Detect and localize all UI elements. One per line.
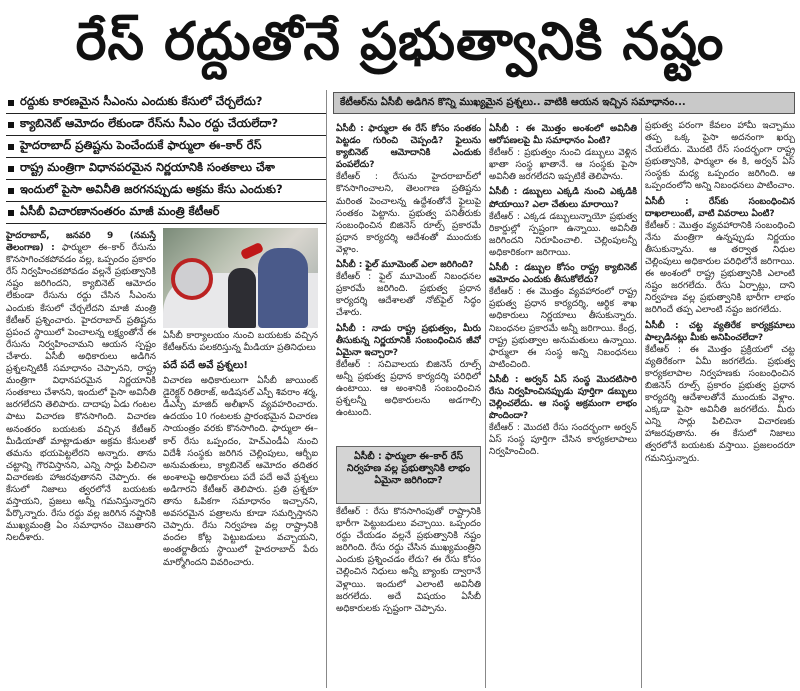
qa-question: ఏసీబీ : ఫైల్ మూమెంట్ ఎలా జరిగింది?	[336, 260, 474, 271]
qa-question: ఏసీబీ : డబ్బులు ఎక్కడి నుంచి ఎక్కడికి పోయాయి? ఎలా చేతులు మారాయి?	[489, 187, 637, 210]
qa-column-1	[336, 120, 481, 444]
car-emblem	[171, 258, 213, 300]
section-subhead: పదే పదే అవే ప్రశ్నలు!	[163, 360, 248, 371]
qa-question: ఏసీబీ : రేస్‌కు సంబంధించిన దాఖలాలుంటే, వాటి వివరాలు ఏంటి?	[645, 196, 795, 219]
bullet-icon	[8, 166, 14, 172]
bullet-item: ఇందులో పైసా అవినీతి జరగనప్పుడు అక్రమ కేసు ఎందుకు?	[6, 180, 326, 202]
bullet-icon	[8, 122, 14, 128]
bullet-icon	[8, 210, 14, 216]
headline: రేస్ రద్దుతోనే ప్రభుత్వానికి నష్టం	[75, 12, 725, 72]
highlight-box-answer: కేటీఆర్ : రేసు కొనసాగింపుతో రాష్ట్రానికి భారీగా పెట్టుబడులు వచ్చాయి. ఒప్పందం రద్దు చేయడం వల్లనే ప్రభుత్వానికి నష్టం జరిగింది. రేసు రద్దు చేసిన ముఖ్యమంత్రిని ఎందుకు ప్రశ్నించడం లేదు? ఈ రేసు కోసం చెల్లించిన నిధులు అన్నీ బ్యాంకు ద్వారానే వెళ్లాయి. ఇందులో ఎలాంటి అవినీతి జరగలేదు. అదే విషయం ఏసీబీ అధికారులకు స్పష్టంగా చెప్పాను.	[336, 507, 481, 614]
qa-answer: కేటీఆర్ : ఈ మొత్తం వ్యవహారంలో రాష్ట్ర ప్రభుత్వ ప్రధాన కార్యదర్శి, ఆర్థిక శాఖ అధికారులు నిర్ణయాలు తీసుకున్నారు. నిబంధనల ప్రకారమే అన్నీ జరిగాయి. కేంద్ర, రాష్ట్ర ప్రభుత్వాల అనుమతులు ఉన్నాయి. ఫార్ములా ఈ సంస్థ అన్ని నిబంధనలు పాటించింది.	[489, 287, 637, 370]
qa-answer: కేటీఆర్ : మొదటి రేసు సందర్భంగా అర్వన్ ఏస్ సంస్థ పూర్తిగా చేసిన కార్యకలాపాలు నిర్వహించింది.	[489, 423, 637, 458]
bullet-icon	[8, 144, 14, 150]
bullet-item: హైదరాబాద్ ప్రతిష్టను పెంచేందుకే ఫార్ములా ఈ–కార్ రేస్	[6, 136, 326, 158]
qa-answer: కేటీఆర్ : ప్రభుత్వం నుంచి డబ్బులు వెళ్లిన ఖాతా సంస్థ ఖాతానే. ఆ సంస్థకు పైసా అవినీతి జరగలేదని ఇప్పటికే తెలిపాను.	[489, 148, 637, 183]
left-article-column	[6, 230, 156, 685]
bullet-icon	[8, 188, 14, 194]
news-photo	[163, 228, 318, 328]
qa-question: ఏసీబీ : డబ్బుల కోసం రాష్ట్ర క్యాబినెట్ ఆమోదం ఎందుకు తీసుకోలేదు?	[489, 263, 637, 286]
highlight-box: ఏసీబీ : ఫార్ములా ఈ–కార్ రేస్ నిర్వహణ వల్ల ప్రభుత్వానికి లాభం ఏమైనా జరిగిందా?	[336, 446, 481, 504]
person-figure	[228, 268, 256, 328]
bullet-item: రాష్ట్ర మంత్రిగా విధానపరమైన నిర్ణయానికి సంతకాలు చేశా	[6, 158, 326, 180]
qa-column-2	[489, 120, 637, 686]
qa-question: ఏసీబీ : ఫార్ములా ఈ రేస్ కోసం సంతకం పెట్టడం గురించి చెప్పండి? ఫైలును క్యాబినెట్ ఆమోదానికి ఎందుకు పంపలేదు?	[336, 124, 481, 171]
article-body: ఫార్ములా ఈ–కార్ రేసును కొనసాగించకపోవడం వల్ల, ఒప్పందం ప్రకారం రేస్ నిర్వహించకపోవడం వల్లనే ప్రభుత్వానికి నష్టం జరిగిందని, క్యాబినెట్ ఆమోదం లేకుండా రేసును రద్దు చేసిన సీఎంను ఎందుకు కేసులో చేర్చలేదని మాజీ మంత్రి కేటీఆర్ ప్రశ్నించారు. హైదరాబాద్ ప్రతిష్టను ప్రపంచ స్థాయిలో పెంచాలన్న లక్ష్యంతోనే ఈ రేసును నిర్వహించామని ఆయన స్పష్టం చేశారు. ఏసీబీ అధికారులు అడిగిన ప్రశ్నలన్నిటికీ సమాధానం చెప్పానని, రాష్ట్ర మంత్రిగా విధానపరమైన నిర్ణయానికి సంతకాలు చేశానని, ఇందులో పైసా అవినీతి జరగలేదని తెలిపారు. దాదాపు ఏడు గంటల పాటు విచారణ కొనసాగింది. విచారణ అనంతరం బయటకు వచ్చిన కేటీఆర్ మీడియాతో మాట్లాడుతూ అక్రమ కేసులతో తమను భయపెట్టలేరని అన్నారు. తాను చట్టాన్ని గౌరవిస్తానని, ఎన్ని సార్లు పిలిచినా విచారణకు హాజరవుతానని చెప్పారు. ఈ కేసులో నిజాలు త్వరలోనే బయటకు వస్తాయని, ప్రజలు అన్నీ గమనిస్తున్నారని పేర్కొన్నారు. రేసు రద్దు వల్ల జరిగిన నష్టానికి ముఖ్యమంత్రి ఏం సమాధానం చెబుతారని నిలదీశారు.	[6, 243, 156, 544]
qa-answer: కేటీఆర్ : ఫైల్ మూమెంట్ నిబంధనల ప్రకారమే జరిగింది. ప్రభుత్వ ప్రధాన కార్యదర్శి ఆదేశాలతో నోట్‌ఫైల్ సిద్ధం చేశారు.	[336, 272, 481, 319]
qa-question: ఏసీబీ : ఈ మొత్తం అంశంలో అవినీతి ఆరోపణలపై మీ సమాధానం ఏంటి?	[489, 124, 637, 147]
qa-question: ఏసీబీ : నాడు రాష్ట్ర ప్రభుత్వం, మీరు తీసుకున్న నిర్ణయానికి సంబంధించిన జీవో ఏమైనా ఇచ్చారా?	[336, 323, 481, 358]
qa-answer: కేటీఆర్ : రేసును హైదరాబాద్‌లో కొనసాగించాలని, తెలంగాణ ప్రతిష్టను మరింత పెంచాలన్న ఉద్దేశంతోనే ఫైలుపై సంతకం పెట్టాను. ప్రభుత్వ పనితీరుకు సంబంధించిన బిజినెస్ రూల్స్ ప్రకారమే ప్రధాన కార్యదర్శి ఆదేశంతో ముందుకు వెళ్లాం.	[336, 172, 481, 255]
qa-question: ఏసీబీ : చట్ట వ్యతిరేక కార్యక్రమాలు పాల్పడినట్లు మీకు అనిపించలేదా?	[645, 320, 795, 343]
qa-answer: కేటీఆర్ : మొత్తం వ్యవహారానికి సంబంధించి నేను మంత్రిగా ఉన్నప్పుడు నిర్ణయం తీసుకున్నాను. ఆ తర్వాత నిధుల చెల్లింపులు అధికారుల పరిధిలోనే జరిగాయి. ఈ అంశంలో రాష్ట్ర ప్రభుత్వానికి ఎలాంటి నష్టం జరగలేదు. రేసు ఏర్పాట్లు, దాని నిర్వహణ వల్ల ప్రభుత్వానికి భారీగా లాభం జరిగిందే తప్ప ఎలాంటి నష్టం జరగలేదు.	[645, 220, 795, 316]
dateline: హైదరాబాద్, జనవరి 9 (నమస్తే తెలంగాణ) :	[6, 231, 156, 254]
qa-answer: కేటీఆర్ : ఈ మొత్తం ప్రక్రియలో చట్ట వ్యతిరేకంగా ఏమీ జరగలేదు. ప్రభుత్వ కార్యకలాపాల నిర్వహణకు సంబంధించిన బిజినెస్ రూల్స్ ప్రకారం ప్రభుత్వ ప్రధాన కార్యదర్శి ఆదేశాలతోనే ముందుకు వెళ్లాం. ఎక్కడా పైసా అవినీతి జరగలేదు. మీరు ఎన్ని సార్లు పిలిచినా విచారణకు హాజరవుతాను. ఈ కేసులో నిజాలు త్వరలోనే బయటకు వస్తాయి. ప్రజలందరూ గమనిస్తున్నారు.	[645, 344, 795, 464]
bullet-list	[6, 92, 326, 224]
article-body: విచారణ అధికారులుగా ఏసీబీ జాయింట్ డైరెక్టర్ రితిరాజ్, అడిషనల్ ఎస్పీ శివరాం శర్మ, డీఎస్పీ మాజిద్ అలీఖాన్ వ్యవహరించారు. ఉదయం 10 గంటలకు ప్రారంభమైన విచారణ సాయంత్రం వరకు కొనసాగింది. ఫార్ములా ఈ–కార్ రేసు ఒప్పందం, హెచ్ఎండీఏ నుంచి విదేశీ సంస్థకు జరిగిన చెల్లింపులు, ఆర్బీఐ అనుమతులు, క్యాబినెట్ ఆమోదం తదితర అంశాలపై అధికారులు పదే పదే అవే ప్రశ్నలు అడిగారని కేటీఆర్ తెలిపారు. ప్రతి ప్రశ్నకూ తాను ఓపికగా సమాధానం ఇచ్చానని, అవసరమైన పత్రాలను కూడా సమర్పిస్తానని చెప్పారు. రేసు నిర్వహణ వల్ల రాష్ట్రానికి వందల కోట్ల పెట్టుబడులు వచ్చాయని, అంతర్జాతీయ స్థాయిలో హైదరాబాద్ పేరు మార్మోగిందని వివరించారు.	[163, 376, 318, 568]
column-divider	[326, 90, 327, 688]
qa-answer: కేటీఆర్ : ఎక్కడ డబ్బులున్నాయో ప్రభుత్వ రికార్డుల్లో స్పష్టంగా ఉన్నాయి. అవినీతి జరిగిందని నిరూపించాలి. చెల్లింపులన్నీ అధికారికంగా జరిగాయి.	[489, 211, 637, 258]
reporter-figure	[258, 248, 308, 328]
qa-question: ఏసీబీ : అర్వన్ ఏస్ సంస్థ మొదటిసారి రేసు నిర్వహించినప్పుడు పూర్తిగా డబ్బులు చెల్లించలేదు. ఆ సంస్థ అక్రమంగా లాభం పొందిందా?	[489, 374, 637, 422]
qa-banner: కేటీఆర్‌ను ఏసీబీ అడిగిన కొన్ని ముఖ్యమైన ప్రశ్నలు.. వాటికి ఆయన ఇచ్చిన సమాధానం...	[333, 92, 795, 114]
photo-caption: ఏసీబీ కార్యాలయం నుంచి బయటకు వచ్చిన కేటీఆర్‌ను పలకరిస్తున్న మీడియా ప్రతినిధులు	[163, 331, 318, 353]
mid-article-column	[163, 356, 318, 686]
column-divider	[641, 118, 642, 688]
bullet-item: రద్దుకు కారణమైన సీఎంను ఎందుకు కేసులో చేర్చలేదు?	[6, 92, 326, 114]
qa-column-3	[645, 120, 795, 686]
column-divider	[485, 118, 486, 688]
bullet-item: క్యాబినెట్ ఆమోదం లేకుండా రేస్‌ను సీఎం రద్దు చేయలేదా?	[6, 114, 326, 136]
qa-answer: ప్రభుత్వ పరంగా కేవలం హామీ ఇచ్చాము తప్ప ఒక్క పైసా అదనంగా ఖర్చు చేయలేదు. మొదటి రేస్ సందర్భంగా రాష్ట్ర ప్రభుత్వానికి, ఫార్ములా ఈ కి, అర్వన్ ఏస్ సంస్థకు మధ్య ఒప్పందం జరిగింది. ఆ ఒప్పందంలోని అన్ని నిబంధనలు పాటించాం.	[645, 121, 795, 192]
bullet-icon	[8, 100, 14, 106]
qa-answer: కేటీఆర్ : సచివాలయ బిజినెస్ రూల్స్ అన్నీ ప్రభుత్వ ప్రధాన కార్యదర్శి పరిధిలో ఉంటాయి. ఆ అంశానికి సంబంధించిన ప్రశ్నలన్నీ అధికారులను అడగాల్సి ఉంటుంది.	[336, 359, 481, 419]
bullet-item: ఏసీబీ విచారణానంతరం మాజీ మంత్రి కేటీఆర్	[6, 202, 326, 224]
